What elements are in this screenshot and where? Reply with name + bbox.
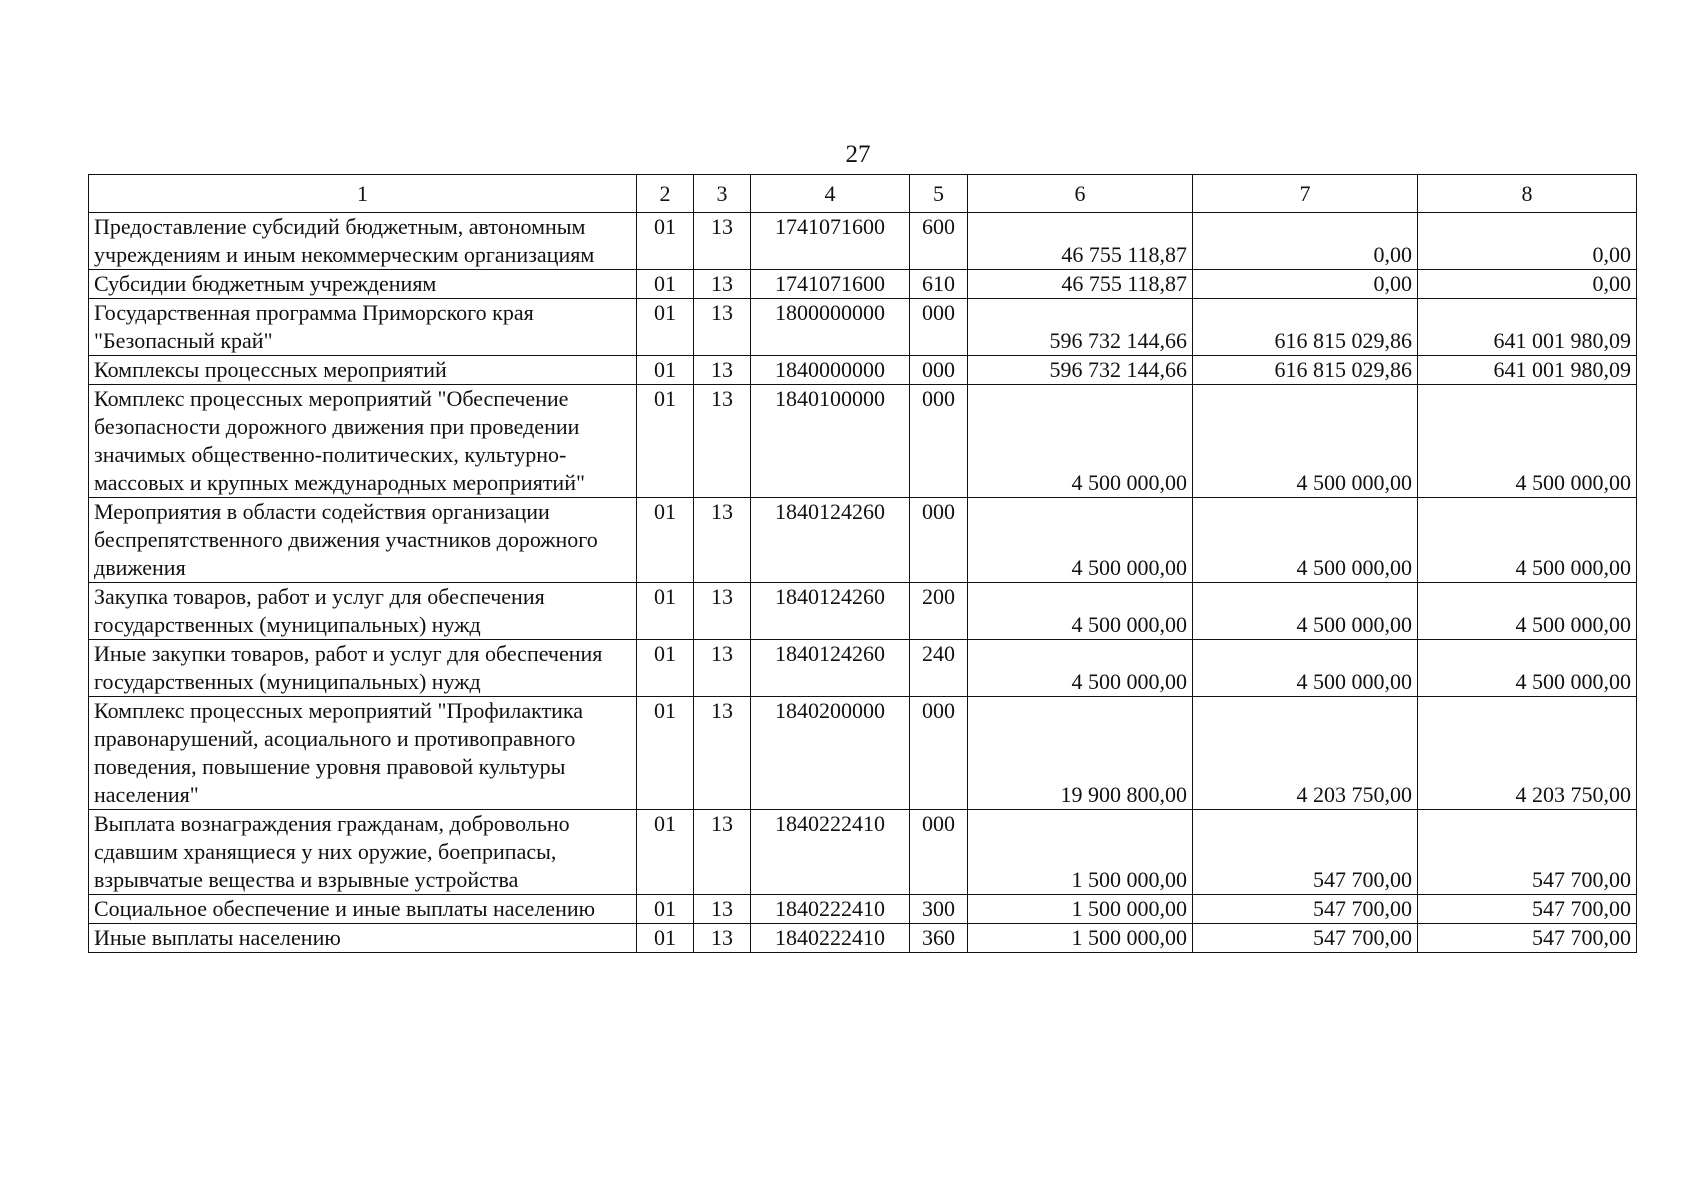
row-amount-7: 547 700,00 [1193,895,1418,924]
row-section: 01 [637,356,694,385]
row-expense-type: 200 [910,583,968,640]
row-amount-7: 4 203 750,00 [1193,697,1418,810]
row-amount-6: 46 755 118,87 [968,213,1193,270]
row-name: Предоставление субсидий бюджетным, автономным учреждениям и иным некоммерческим организациям [89,213,637,270]
row-section: 01 [637,498,694,583]
row-amount-8: 0,00 [1418,213,1637,270]
table-row [89,697,1637,810]
row-amount-7: 4 500 000,00 [1193,583,1418,640]
row-expense-type: 000 [910,498,968,583]
column-header: 6 [968,175,1193,213]
row-amount-8: 641 001 980,09 [1418,299,1637,356]
table-row [89,299,1637,356]
row-name: Комплекс процессных мероприятий "Обеспечение безопасности дорожного движения при проведении значимых общественно-политических, культурно-массовых и крупных международных мероприятий" [89,385,637,498]
row-target-code: 1840000000 [751,356,910,385]
table-row [89,895,1637,924]
row-amount-8: 0,00 [1418,270,1637,299]
row-amount-7: 616 815 029,86 [1193,299,1418,356]
table-row [89,498,1637,583]
row-section: 01 [637,385,694,498]
row-section: 01 [637,895,694,924]
row-expense-type: 600 [910,213,968,270]
row-subsection: 13 [694,583,751,640]
row-subsection: 13 [694,924,751,953]
row-section: 01 [637,299,694,356]
row-subsection: 13 [694,697,751,810]
row-expense-type: 240 [910,640,968,697]
row-amount-6: 1 500 000,00 [968,895,1193,924]
row-target-code: 1840200000 [751,697,910,810]
table-row [89,356,1637,385]
row-amount-7: 0,00 [1193,213,1418,270]
table-row [89,385,1637,498]
table-header-row [89,175,1637,213]
row-subsection: 13 [694,895,751,924]
row-target-code: 1840222410 [751,895,910,924]
row-subsection: 13 [694,213,751,270]
row-amount-6: 46 755 118,87 [968,270,1193,299]
row-amount-8: 4 500 000,00 [1418,385,1637,498]
column-header: 8 [1418,175,1637,213]
row-name: Комплекс процессных мероприятий "Профилактика правонарушений, асоциального и противоправного поведения, повышение уровня правовой культуры населения" [89,697,637,810]
row-expense-type: 000 [910,299,968,356]
row-subsection: 13 [694,498,751,583]
column-header: 3 [694,175,751,213]
row-subsection: 13 [694,385,751,498]
row-amount-6: 4 500 000,00 [968,498,1193,583]
row-amount-8: 4 500 000,00 [1418,583,1637,640]
row-amount-6: 1 500 000,00 [968,924,1193,953]
row-target-code: 1840222410 [751,810,910,895]
row-name: Иные закупки товаров, работ и услуг для обеспечения государственных (муниципальных) нужд [89,640,637,697]
row-amount-7: 547 700,00 [1193,924,1418,953]
row-target-code: 1800000000 [751,299,910,356]
row-expense-type: 300 [910,895,968,924]
row-target-code: 1840124260 [751,583,910,640]
column-header: 5 [910,175,968,213]
row-expense-type: 000 [910,385,968,498]
row-amount-8: 547 700,00 [1418,895,1637,924]
row-section: 01 [637,810,694,895]
row-name: Комплексы процессных мероприятий [89,356,637,385]
row-amount-6: 4 500 000,00 [968,640,1193,697]
row-section: 01 [637,697,694,810]
table-row [89,213,1637,270]
row-amount-7: 616 815 029,86 [1193,356,1418,385]
budget-table [88,174,1637,953]
row-target-code: 1741071600 [751,213,910,270]
row-section: 01 [637,583,694,640]
row-amount-7: 547 700,00 [1193,810,1418,895]
row-amount-6: 1 500 000,00 [968,810,1193,895]
row-amount-6: 4 500 000,00 [968,583,1193,640]
row-amount-7: 4 500 000,00 [1193,498,1418,583]
row-expense-type: 000 [910,810,968,895]
row-name: Мероприятия в области содействия организации беспрепятственного движения участников дорожного движения [89,498,637,583]
row-amount-6: 596 732 144,66 [968,299,1193,356]
row-expense-type: 000 [910,697,968,810]
row-amount-8: 4 500 000,00 [1418,640,1637,697]
row-name: Иные выплаты населению [89,924,637,953]
row-target-code: 1840100000 [751,385,910,498]
row-subsection: 13 [694,356,751,385]
row-name: Субсидии бюджетным учреждениям [89,270,637,299]
column-header: 2 [637,175,694,213]
row-target-code: 1840124260 [751,498,910,583]
row-amount-6: 4 500 000,00 [968,385,1193,498]
row-subsection: 13 [694,640,751,697]
row-section: 01 [637,270,694,299]
row-amount-8: 641 001 980,09 [1418,356,1637,385]
row-name: Выплата вознаграждения гражданам, добровольно сдавшим хранящиеся у них оружие, боеприпасы, взрывчатые вещества и взрывные устройства [89,810,637,895]
column-header: 4 [751,175,910,213]
row-subsection: 13 [694,810,751,895]
page-number: 27 [845,141,871,168]
row-target-code: 1840222410 [751,924,910,953]
row-amount-8: 4 500 000,00 [1418,498,1637,583]
row-name: Закупка товаров, работ и услуг для обеспечения государственных (муниципальных) нужд [89,583,637,640]
row-name: Государственная программа Приморского края "Безопасный край" [89,299,637,356]
row-amount-7: 4 500 000,00 [1193,385,1418,498]
table-row [89,640,1637,697]
row-amount-7: 4 500 000,00 [1193,640,1418,697]
row-amount-8: 547 700,00 [1418,924,1637,953]
table-row [89,810,1637,895]
row-amount-6: 596 732 144,66 [968,356,1193,385]
row-target-code: 1741071600 [751,270,910,299]
column-header: 1 [89,175,637,213]
column-header: 7 [1193,175,1418,213]
row-section: 01 [637,640,694,697]
table-row [89,583,1637,640]
row-amount-6: 19 900 800,00 [968,697,1193,810]
row-expense-type: 610 [910,270,968,299]
table-row [89,270,1637,299]
row-name: Социальное обеспечение и иные выплаты населению [89,895,637,924]
row-target-code: 1840124260 [751,640,910,697]
row-subsection: 13 [694,299,751,356]
row-amount-8: 4 203 750,00 [1418,697,1637,810]
row-subsection: 13 [694,270,751,299]
row-amount-7: 0,00 [1193,270,1418,299]
row-section: 01 [637,924,694,953]
row-amount-8: 547 700,00 [1418,810,1637,895]
row-section: 01 [637,213,694,270]
table-row [89,924,1637,953]
row-expense-type: 000 [910,356,968,385]
row-expense-type: 360 [910,924,968,953]
